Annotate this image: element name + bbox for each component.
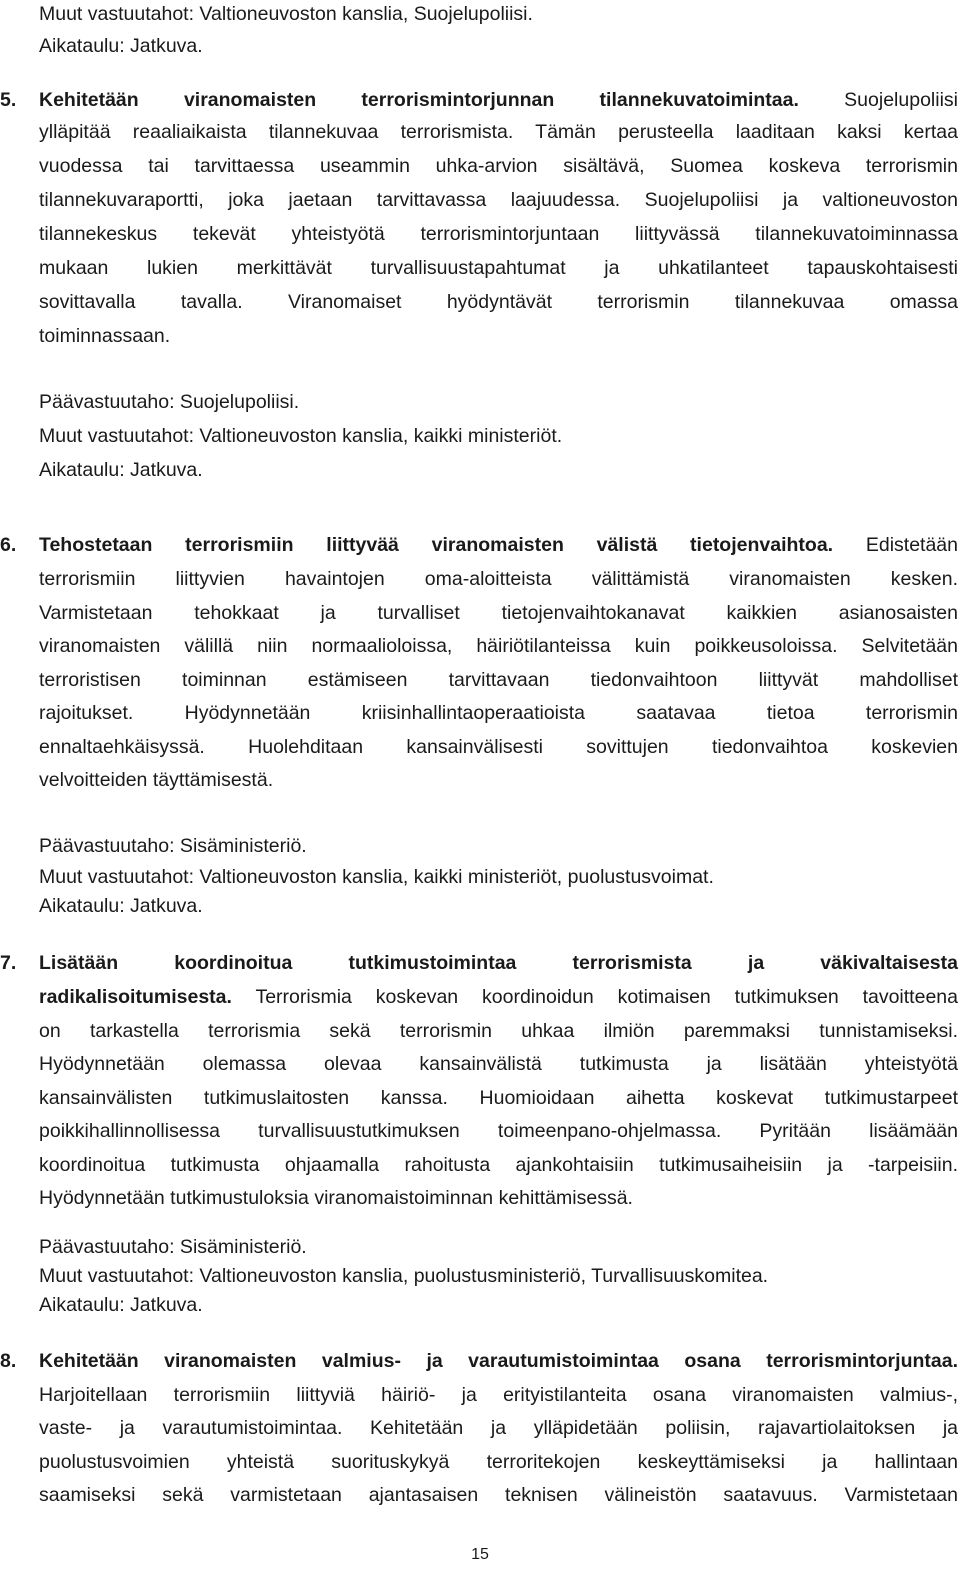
item-7-main-responsible: Päävastuutaho: Sisäministeriö. <box>39 1236 307 1258</box>
item-6-line: viranomaisten välillä niin normaalioloissa, häiriötilanteissa kuin poikkeusoloissa. Selvitetään <box>39 635 958 657</box>
item-6-text: Edistetään <box>865 534 958 556</box>
item-5-line: toiminnassaan. <box>39 325 171 347</box>
item-6-line: terrorismiin liittyvien havaintojen oma-aloitteista välittämistä viranomaisten kesken. <box>39 568 958 590</box>
item-8-first-line <box>0 1346 958 1376</box>
item-7-line: on tarkastella terrorismia sekä terrorismin uhkaa ilmiön paremmaksi tunnistamiseksi. <box>39 1020 958 1042</box>
item-8-line: puolustusvoimien yhteistä suorituskykyä terroritekojen keskeyttämiseksi ja hallintaan <box>39 1451 958 1473</box>
item-6-main-responsible: Päävastuutaho: Sisäministeriö. <box>39 835 307 857</box>
item-8-line: saamiseksi sekä varmistetaan ajantasaisen teknisen välineistön saatavuus. Varmistetaan <box>39 1484 958 1506</box>
other-responsible-line: Muut vastuutahot: Valtioneuvoston kanslia, Suojelupoliisi. <box>39 3 533 25</box>
item-5-other-responsible: Muut vastuutahot: Valtioneuvoston kanslia, kaikki ministeriöt. <box>39 425 563 447</box>
item-8-number: 8. <box>0 1350 17 1372</box>
item-5-text: Suojelupoliisi <box>844 89 958 111</box>
item-8-line: Harjoitellaan terrorismiin liittyviä häiriö- ja erityistilanteita osana viranomaisten valmius-, <box>39 1384 958 1406</box>
item-5-line: mukaan lukien merkittävät turvallisuustapahtumat ja uhkatilanteet tapauskohtaisesti <box>39 257 958 279</box>
item-5-line: tilannekuvaraportti, joka jaetaan tarvittavassa laajuudessa. Suojelupoliisi ja valtioneuvoston <box>39 189 958 211</box>
item-5-main-responsible: Päävastuutaho: Suojelupoliisi. <box>39 391 300 413</box>
item-6-heading: Tehostetaan terrorismiin liittyvää viranomaisten välistä tietojenvaihtoa. <box>39 534 834 556</box>
item-7-number: 7. <box>0 952 17 974</box>
item-7-line: poikkihallinnollisessa turvallisuustutkimuksen toimeenpano-ohjelmassa. Pyritään lisäämään <box>39 1120 958 1142</box>
item-7-line: Hyödynnetään olemassa olevaa kansainvälistä tutkimusta ja lisätään yhteistyötä <box>39 1053 958 1075</box>
item-5-line: tilannekeskus tekevät yhteistyötä terrorismintorjuntaan liittyvässä tilannekuvatoiminnassa <box>39 223 958 245</box>
item-7-first-line <box>0 948 958 978</box>
item-5-number: 5. <box>0 89 17 111</box>
item-6-schedule: Aikataulu: Jatkuva. <box>39 895 203 917</box>
item-6-number: 6. <box>0 534 17 556</box>
item-7-text: Terrorismia koskevan koordinoidun kotimaisen tutkimuksen tavoitteena <box>255 986 958 1008</box>
item-6-line: velvoitteiden täyttämisestä. <box>39 769 274 791</box>
schedule-line: Aikataulu: Jatkuva. <box>39 35 203 57</box>
item-5-line: vuodessa tai tarvittaessa useammin uhka-arvion sisältävä, Suomea koskeva terrorismin <box>39 155 958 177</box>
item-6-line: Varmistetaan tehokkaat ja turvalliset tietojenvaihtokanavat kaikkien asianosaisten <box>39 602 958 624</box>
item-7-schedule: Aikataulu: Jatkuva. <box>39 1294 203 1316</box>
item-7-second-line <box>39 982 958 1012</box>
item-6-other-responsible: Muut vastuutahot: Valtioneuvoston kanslia, kaikki ministeriöt, puolustusvoimat. <box>39 866 714 888</box>
page-number: 15 <box>471 1546 489 1563</box>
item-5-line: ylläpitää reaaliaikaista tilannekuvaa terrorismista. Tämän perusteella laaditaan kaksi kertaa <box>39 121 958 143</box>
item-7-line: Hyödynnetään tutkimustuloksia viranomaistoiminnan kehittämisessä. <box>39 1187 633 1209</box>
item-8-line: vaste- ja varautumistoimintaa. Kehitetään ja ylläpidetään poliisin, rajavartiolaitoksen ja <box>39 1417 958 1439</box>
item-6-line: rajoitukset. Hyödynnetään kriisinhallintaoperaatioista saatavaa tietoa terrorismin <box>39 702 958 724</box>
item-7-line: koordinoitua tutkimusta ohjaamalla rahoitusta ajankohtaisiin tutkimusaiheisiin ja -tarpeisiin. <box>39 1154 958 1176</box>
item-7-line: kansainvälisten tutkimuslaitosten kanssa. Huomioidaan aihetta koskevat tutkimustarpeet <box>39 1087 958 1109</box>
item-5-heading: Kehitetään viranomaisten terrorismintorjunnan tilannekuvatoimintaa. <box>39 89 799 111</box>
item-5-first-line <box>0 85 958 115</box>
item-7-heading-cont: radikalisoitumisesta. <box>39 986 232 1008</box>
item-5-schedule: Aikataulu: Jatkuva. <box>39 459 203 481</box>
item-5-line: sovittavalla tavalla. Viranomaiset hyödyntävät terrorismin tilannekuvaa omassa <box>39 291 958 313</box>
item-7-heading: Lisätään koordinoitua tutkimustoimintaa terrorismista ja väkivaltaisesta <box>39 952 958 974</box>
item-8-heading: Kehitetään viranomaisten valmius- ja varautumistoimintaa osana terrorismintorjuntaa. <box>39 1350 958 1372</box>
item-7-other-responsible: Muut vastuutahot: Valtioneuvoston kanslia, puolustusministeriö, Turvallisuuskomitea. <box>39 1265 769 1287</box>
item-6-line: terroristisen toiminnan estämiseen tarvittavaan tiedonvaihtoon liittyvät mahdolliset <box>39 669 958 691</box>
item-6-first-line <box>0 530 958 560</box>
item-6-line: ennaltaehkäisyssä. Huolehditaan kansainvälisesti sovittujen tiedonvaihtoa koskevien <box>39 736 958 758</box>
